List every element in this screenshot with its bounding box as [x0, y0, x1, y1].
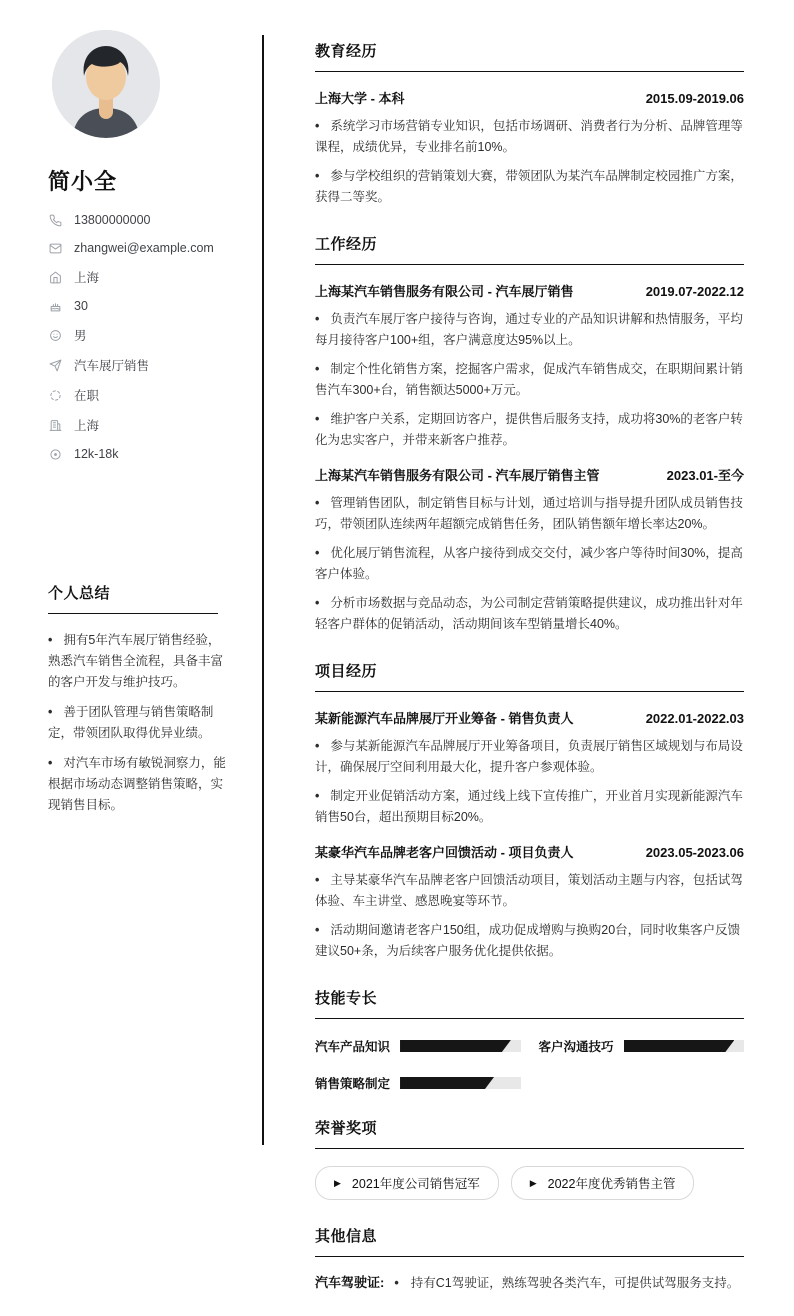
entry-header — [315, 281, 744, 300]
projects-title: 项目经历 — [315, 660, 744, 692]
summary-bullet: • 对汽车市场有敏锐洞察力，能根据市场动态调整销售策略，实现销售目标。 — [48, 753, 230, 816]
entry-title: 某新能源汽车品牌展厅开业筹备 - 销售负责人 — [315, 711, 574, 726]
entry — [315, 281, 744, 451]
contact-value: 男 — [74, 329, 87, 343]
entry-date: 2019.07-2022.12 — [645, 284, 744, 299]
work-title: 工作经历 — [315, 233, 744, 265]
summary-section — [48, 582, 230, 816]
summary-title: 个人总结 — [48, 582, 218, 614]
other-info-label: 汽车驾驶证: — [315, 1275, 385, 1290]
contact-item — [48, 446, 230, 462]
contact-value: zhangwei@example.com — [74, 241, 214, 255]
avatar — [52, 30, 160, 138]
skill-bar-fill — [400, 1040, 511, 1052]
cake-icon — [48, 299, 62, 313]
other-info-text: 持有C1驾驶证，熟练驾驶各类汽车，可提供试驾服务支持。 — [410, 1276, 740, 1290]
summary-bullet: • 善于团队管理与销售策略制定，带领团队取得优异业绩。 — [48, 702, 230, 744]
main-content — [315, 30, 744, 1316]
skills-section — [315, 987, 744, 1092]
skill-label: 汽车产品知识 — [315, 1040, 391, 1054]
entry-title: 上海大学 - 本科 — [315, 91, 405, 106]
entry-date: 2022.01-2022.03 — [645, 711, 744, 726]
skill-bar-fill — [400, 1077, 494, 1089]
entry-date: 2015.09-2019.06 — [645, 91, 744, 106]
honor-badge — [511, 1166, 695, 1200]
mail-icon — [48, 241, 62, 255]
entry-bullet: • 分析市场数据与竞品动态，为公司制定营销策略提供建议，成功推出针对年轻客户群体的促销活动，活动期间该车型销量增长40%。 — [315, 593, 744, 635]
entry-date: 2023.05-2023.06 — [645, 845, 744, 860]
contact-value: 在职 — [74, 389, 100, 403]
entry — [315, 465, 744, 635]
entry — [315, 88, 744, 208]
other-title: 其他信息 — [315, 1225, 744, 1257]
summary-bullet: • 拥有5年汽车展厅销售经验，熟悉汽车销售全流程，具备丰富的客户开发与维护技巧。 — [48, 630, 230, 693]
entry-bullet: • 活动期间邀请老客户150组，成功促成增购与换购20台，同时收集客户反馈建议50+条，为后续客户服务优化提供依据。 — [315, 920, 744, 962]
entry — [315, 708, 744, 828]
person-name: 简小全 — [48, 169, 118, 194]
target-icon — [48, 447, 62, 461]
honors-title: 荣誉奖项 — [315, 1117, 744, 1149]
contact-value: 30 — [74, 299, 88, 313]
skill-item — [315, 1037, 521, 1055]
gender-icon — [48, 328, 62, 342]
skill-bar-track — [624, 1040, 744, 1052]
home-icon — [48, 270, 62, 284]
entry-bullet: • 主导某豪华汽车品牌老客户回馈活动项目，策划活动主题与内容，包括试驾体验、车主讲堂、感恩晚宴等环节。 — [315, 870, 744, 912]
entry-bullet: • 优化展厅销售流程，从客户接待到成交交付，减少客户等待时间30%，提高客户体验。 — [315, 543, 744, 585]
work-section — [315, 233, 744, 635]
summary-bullets — [48, 630, 230, 816]
contact-item — [48, 268, 230, 286]
entry-bullet: • 参与学校组织的营销策划大赛，带领团队为某汽车品牌制定校园推广方案，获得二等奖。 — [315, 166, 744, 208]
entry-bullet: • 系统学习市场营销专业知识，包括市场调研、消费者行为分析、品牌管理等课程，成绩优异，专业排名前10%。 — [315, 116, 744, 158]
entry-header — [315, 708, 744, 727]
education-entries — [315, 88, 744, 208]
paper-plane-icon — [48, 358, 62, 372]
projects-entries — [315, 708, 744, 962]
contact-item — [48, 326, 230, 344]
work-entries — [315, 281, 744, 635]
honor-badge-label: 2022年度优秀销售主管 — [547, 1177, 676, 1191]
skill-bar-track — [400, 1077, 520, 1089]
other-section — [315, 1225, 744, 1291]
honor-badge-label: 2021年度公司销售冠军 — [351, 1177, 480, 1191]
entry-bullet: • 参与某新能源汽车品牌展厅开业筹备项目，负责展厅销售区域规划与布局设计，确保展厅空间利用最大化，提升客户参观体验。 — [315, 736, 744, 778]
skill-bar-track — [400, 1040, 520, 1052]
contact-value: 汽车展厅销售 — [74, 359, 150, 373]
contact-item — [48, 416, 230, 434]
education-section — [315, 40, 744, 208]
other-info-line — [315, 1272, 744, 1291]
entry-title: 某豪华汽车品牌老客户回馈活动 - 项目负责人 — [315, 845, 574, 860]
honors-section — [315, 1117, 744, 1200]
bullet-dot-icon — [394, 1276, 398, 1290]
company-icon — [48, 418, 62, 432]
skill-item — [315, 1074, 521, 1092]
education-title: 教育经历 — [315, 40, 744, 72]
contact-value: 上海 — [74, 419, 100, 433]
entry-bullet: • 负责汽车展厅客户接待与咨询，通过专业的产品知识讲解和热情服务，平均每月接待客户100+组，客户满意度达95%以上。 — [315, 309, 744, 351]
contact-item — [48, 386, 230, 404]
honors-list — [315, 1166, 744, 1200]
contact-item — [48, 240, 230, 256]
entry-bullet: • 管理销售团队，制定销售目标与计划，通过培训与指导提升团队成员销售技巧，带领团队连续两年超额完成销售任务，团队销售额年增长率达20%。 — [315, 493, 744, 535]
profile-photo — [52, 30, 160, 138]
vertical-divider — [262, 35, 264, 1145]
projects-section — [315, 660, 744, 962]
skill-label: 客户沟通技巧 — [538, 1040, 614, 1054]
contact-item — [48, 212, 230, 228]
play-triangle-icon — [530, 1179, 537, 1188]
contact-item — [48, 356, 230, 374]
contact-item — [48, 298, 230, 314]
skills-grid — [315, 1037, 744, 1092]
entry-date: 2023.01-至今 — [666, 468, 744, 483]
entry-title: 上海某汽车销售服务有限公司 - 汽车展厅销售 — [315, 284, 574, 299]
entry-bullet: • 制定个性化销售方案，挖掘客户需求，促成汽车销售成交，在职期间累计销售汽车300+台，销售额达5000+万元。 — [315, 359, 744, 401]
sidebar — [48, 30, 230, 825]
contact-value: 13800000000 — [74, 213, 151, 227]
entry — [315, 842, 744, 962]
entry-header — [315, 88, 744, 107]
entry-bullet: • 维护客户关系，定期回访客户，提供售后服务支持，成功将30%的老客户转化为忠实客户，并带来新客户推荐。 — [315, 409, 744, 451]
entry-bullet: • 制定开业促销活动方案，通过线上线下宣传推广，开业首月实现新能源汽车销售50台，超出预期目标20%。 — [315, 786, 744, 828]
skill-bar-fill — [624, 1040, 735, 1052]
honor-badge — [315, 1166, 499, 1200]
skill-label: 销售策略制定 — [315, 1077, 391, 1091]
play-triangle-icon — [334, 1179, 341, 1188]
entry-header — [315, 465, 744, 484]
phone-icon — [48, 213, 62, 227]
skills-title: 技能专长 — [315, 987, 744, 1019]
contact-value: 上海 — [74, 271, 100, 285]
status-ring-icon — [48, 388, 62, 402]
entry-header — [315, 842, 744, 861]
contact-value: 12k-18k — [74, 447, 119, 461]
entry-title: 上海某汽车销售服务有限公司 - 汽车展厅销售主管 — [315, 468, 600, 483]
contact-list — [48, 212, 230, 462]
skill-item — [539, 1037, 745, 1055]
